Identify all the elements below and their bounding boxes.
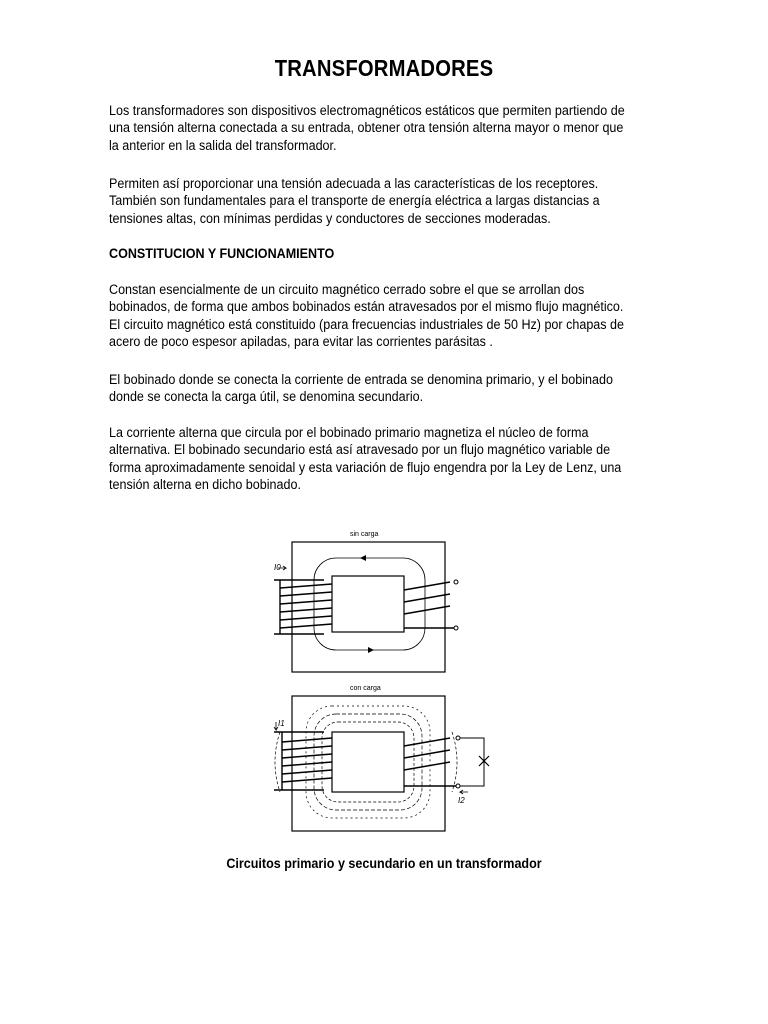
core-window	[332, 732, 404, 792]
no-load-diagram	[274, 531, 458, 672]
flux-arrow-top	[360, 555, 366, 561]
document-title: TRANSFORMADORES	[274, 55, 494, 81]
section-heading: CONSTITUCION Y FUNCIONAMIENTO	[109, 246, 335, 261]
secondary-winding	[404, 582, 456, 628]
no-load-label: sin carga	[350, 531, 379, 538]
section-paragraph-2: El bobinado donde se conecta la corriente de entrada se denomina primario, y el bobinado donde se conecta la carga útil, se denomina secundario.	[109, 372, 613, 405]
primary-current-label: I1	[278, 719, 285, 728]
flux-arrow-bottom	[368, 647, 374, 653]
primary-winding	[274, 580, 332, 634]
secondary-current-label: I2	[458, 796, 465, 805]
no-load-current-label: I0	[274, 563, 281, 572]
core-window	[332, 576, 404, 632]
section-paragraph-1: Constan esencialmente de un circuito magnético cerrado sobre el que se arrollan dos bobinados, de forma que ambos bobinados están atravesados por el mismo flujo magnético. El circuito magnético está constituido (para frecuencias industriales de 50 Hz) por chapas de acero de poco espesor apiladas, para evitar las corrientes parásitas .	[109, 282, 625, 350]
leakage-flux	[275, 732, 280, 792]
flux-line	[314, 558, 425, 650]
leakage-flux	[452, 732, 457, 792]
intro-paragraph-2: Permiten así proporcionar una tensión adecuada a las características de los receptores. También son fundamentales para el transporte de energía eléctrica a largas distancias a tensiones altas, con mínimas perdidas y conductores de secciones moderadas.	[109, 176, 600, 226]
load-label: con carga	[350, 685, 381, 692]
secondary-winding	[404, 738, 458, 786]
flux-line	[322, 722, 414, 802]
load-circuit	[460, 738, 484, 786]
load-diagram	[274, 685, 489, 831]
transformer-figure	[262, 510, 506, 840]
terminal	[454, 580, 458, 584]
figure-caption: Circuitos primario y secundario en un transformador	[226, 856, 542, 871]
section-paragraph-3: La corriente alterna que circula por el bobinado primario magnetiza el núcleo de forma alternativa. El bobinado secundario está así atravesado por un flujo magnético variable de forma aproximadamente senoidal y esta variación de flujo engendra por la Ley de Lenz, una tensión alterna en dicho bobinado.	[109, 425, 622, 493]
current-arrow	[460, 790, 468, 794]
terminal	[456, 784, 460, 788]
intro-paragraph-1: Los transformadores son dispositivos electromagnéticos estáticos que permiten partiendo de una tensión alterna conectada a su entrada, obtener otra tensión alterna mayor o menor que la anterior en la salida del transformador.	[109, 103, 625, 153]
terminal	[456, 736, 460, 740]
primary-winding	[274, 732, 332, 790]
terminal	[454, 626, 458, 630]
